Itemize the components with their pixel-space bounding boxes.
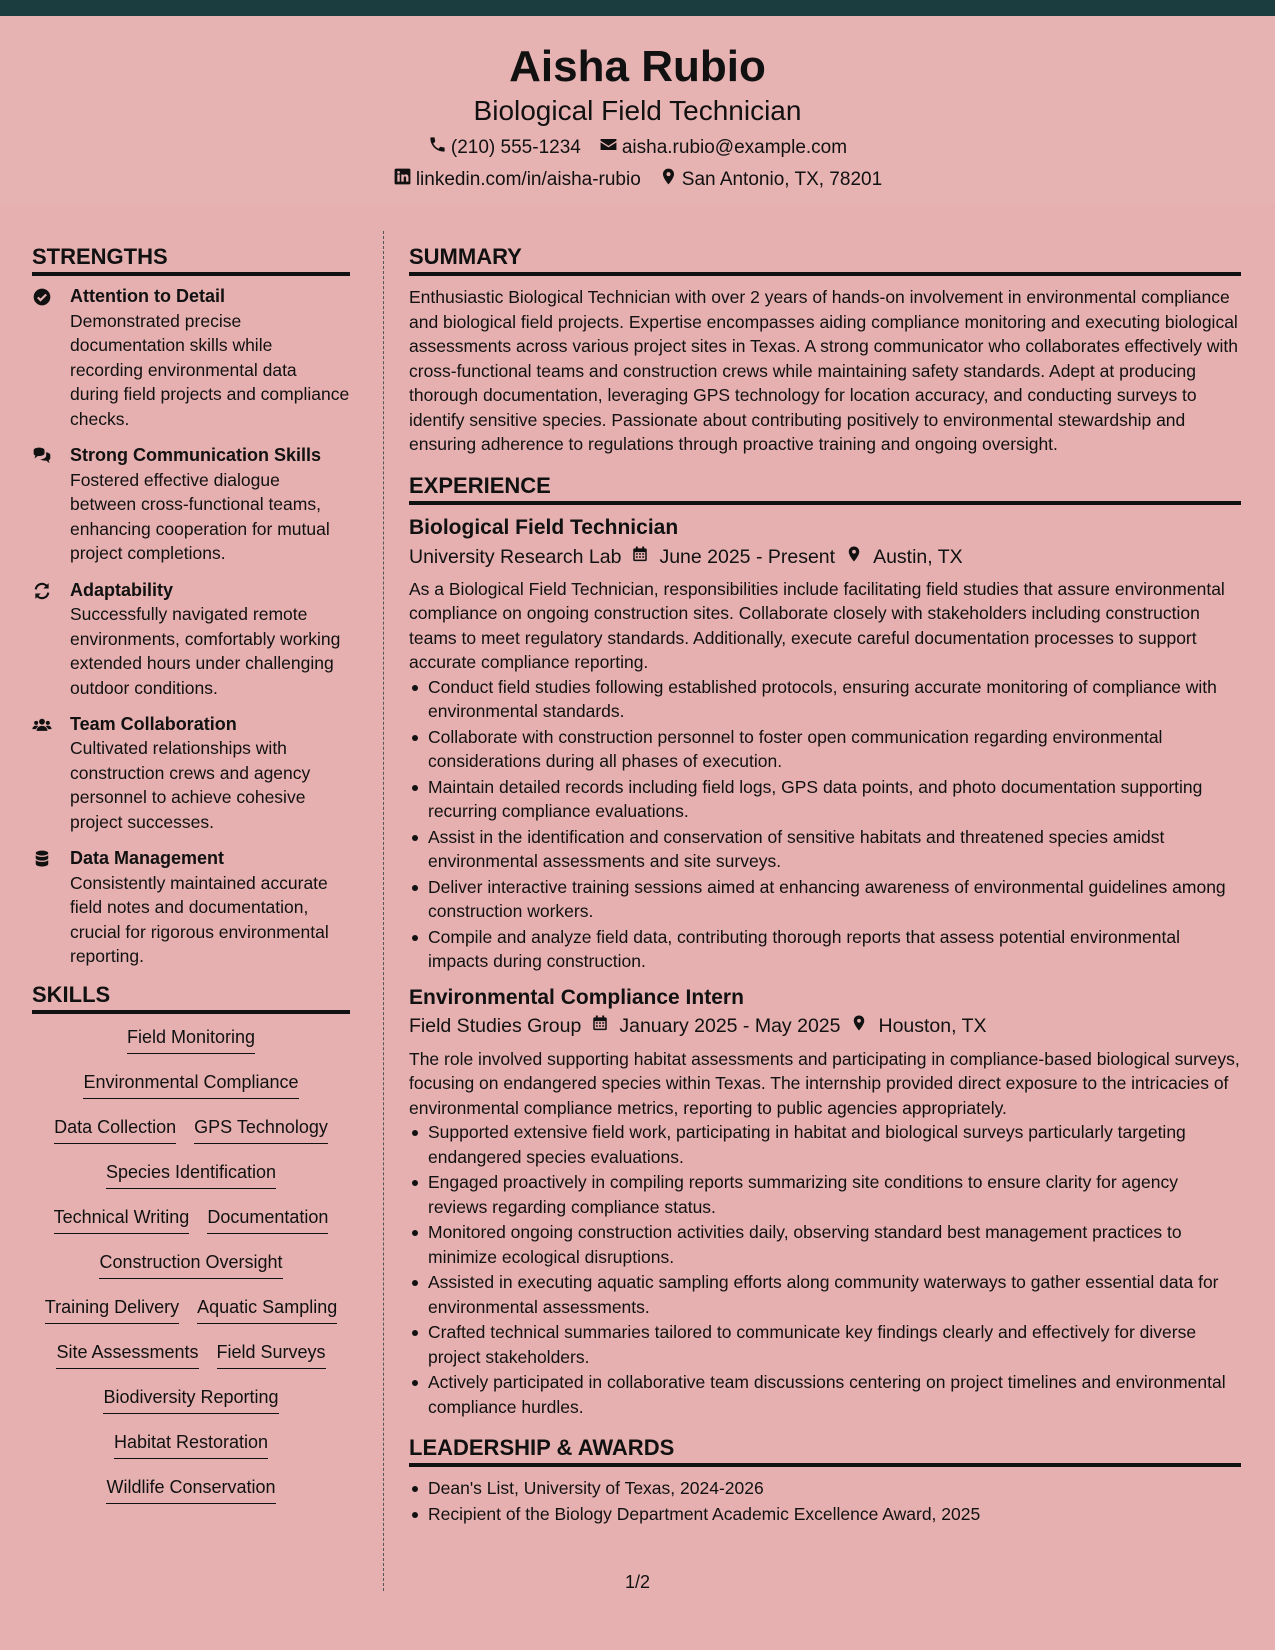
job-meta — [409, 545, 1241, 570]
job-company: University Research Lab — [409, 545, 622, 568]
contact-phone[interactable] — [428, 135, 581, 161]
strength-title: Adaptability — [70, 579, 174, 600]
check-circle-icon — [32, 285, 70, 431]
job-meta — [409, 1014, 1241, 1039]
page-indicator: 1/2 — [624, 1572, 651, 1592]
strength-item — [32, 285, 350, 431]
phone-icon — [428, 135, 447, 161]
strength-title: Strong Communication Skills — [70, 445, 322, 466]
candidate-name: Aisha Rubio — [509, 42, 766, 91]
candidate-title: Biological Field Technician — [473, 95, 802, 126]
job-description: As a Biological Field Technician, responsibilities include facilitating field studies that assure environmental compliance on ongoing construction sites. Collaborate closely with stakeholders including construction teams to meet regulatory standards. Additionally, execute careful documentation processes to support accurate compliance reporting. — [409, 578, 1225, 673]
calendar-icon — [591, 1014, 609, 1039]
summary-heading: SUMMARY — [409, 244, 1241, 276]
list-item: Compile and analyze field data, contributing thorough reports that assess potential environmental impacts during construction. — [409, 925, 1241, 974]
job-bullets — [409, 1120, 1241, 1419]
users-icon — [32, 713, 70, 834]
strength-item — [32, 713, 350, 834]
job-title: Environmental Compliance Intern — [409, 985, 744, 1009]
job-entry — [409, 514, 1241, 974]
contact-linkedin[interactable] — [393, 167, 641, 193]
list-item: Conduct field studies following established protocols, ensuring accurate monitoring of compliance with environmental standards. — [409, 675, 1241, 724]
map-marker-icon — [845, 545, 863, 570]
strength-title: Team Collaboration — [70, 714, 237, 735]
strength-title: Data Management — [70, 848, 225, 869]
strength-description: Consistently maintained accurate field notes and documentation, crucial for rigorous environmental reporting. — [70, 872, 329, 967]
database-icon — [32, 847, 70, 968]
sync-icon — [32, 579, 70, 700]
list-item: Dean's List, University of Texas, 2024-2026 — [409, 1476, 1241, 1501]
contact-row — [0, 135, 1275, 161]
top-accent-bar — [0, 0, 1275, 16]
job-company: Field Studies Group — [409, 1015, 582, 1038]
list-item: Recipient of the Biology Department Academic Excellence Award, 2025 — [409, 1502, 1241, 1527]
list-item: Maintain detailed records including field logs, GPS data points, and photo documentation supporting recurring compliance evaluations. — [409, 775, 1241, 824]
strength-item — [32, 444, 350, 565]
job-location: Austin, TX — [873, 545, 963, 568]
list-item: Engaged proactively in compiling reports summarizing site conditions to ensure clarity for agency reviews regarding compliance status. — [409, 1170, 1241, 1219]
skill-tag: Site Assessments — [56, 1342, 198, 1369]
strength-title: Attention to Detail — [70, 286, 225, 307]
list-item: Assisted in executing aquatic sampling efforts along community waterways to gather essential data for environmental assessments. — [409, 1270, 1241, 1319]
skill-tag: Biodiversity Reporting — [103, 1387, 278, 1414]
skill-tag: Technical Writing — [54, 1207, 190, 1234]
skill-tag: Data Collection — [54, 1117, 176, 1144]
summary-text: Enthusiastic Biological Technician with over 2 years of hands-on involvement in environmental compliance and biological field projects. Expertise encompasses aiding compliance monitoring and executing biological assessments across various project sites in Texas. A strong communicator who collaborates effectively with cross-functional teams and construction crews while maintaining safety standards. Adept at producing thorough documentation, leveraging GPS technology for location accuracy, and conducting surveys to identify sensitive species. Passionate about contributing positively to environmental stewardship and ensuring adherence to regulations through proactive training and ongoing oversight. — [409, 287, 1239, 455]
skill-tag: Wildlife Conservation — [106, 1477, 275, 1504]
skill-tag: Species Identification — [106, 1162, 276, 1189]
strength-item — [32, 847, 350, 968]
strength-description: Successfully navigated remote environments, comfortably working extended hours under challenging outdoor conditions. — [70, 604, 341, 698]
linkedin-text: linkedin.com/in/aisha-rubio — [415, 168, 641, 190]
contact-location — [659, 167, 882, 193]
job-description: The role involved supporting habitat assessments and participating in compliance-based biological surveys, focusing on endangered species within Texas. The internship provided direct exposure to the intricacies of environmental compliance metrics, reporting to public agencies appropriately. — [409, 1048, 1240, 1118]
job-bullets — [409, 675, 1241, 974]
list-item: Supported extensive field work, participating in habitat and biological surveys particularly targeting endangered species evaluations. — [409, 1120, 1241, 1169]
job-dates: January 2025 - May 2025 — [619, 1015, 841, 1038]
list-item: Assist in the identification and conservation of sensitive habitats and threatened species amidst environmental assessments and site surveys. — [409, 825, 1241, 874]
job-title: Biological Field Technician — [409, 516, 679, 540]
job-dates: June 2025 - Present — [659, 545, 836, 568]
leadership-list — [409, 1476, 1241, 1526]
job-location: Houston, TX — [878, 1015, 987, 1038]
location-text: San Antonio, TX, 78201 — [681, 168, 883, 190]
skills-heading: SKILLS — [32, 982, 350, 1014]
skill-tag: Training Delivery — [45, 1297, 179, 1324]
list-item: Actively participated in collaborative team discussions centering on project timelines and environmental compliance hurdles. — [409, 1370, 1241, 1419]
email-text: aisha.rubio@example.com — [621, 136, 848, 158]
list-item: Monitored ongoing construction activities daily, observing standard best management practices to minimize ecological disruptions. — [409, 1220, 1241, 1269]
list-item: Collaborate with construction personnel to foster open communication regarding environmental considerations during all phases of execution. — [409, 725, 1241, 774]
skill-tag: Field Monitoring — [127, 1027, 255, 1054]
phone-text: (210) 555-1234 — [450, 136, 581, 158]
skill-tag: Environmental Compliance — [83, 1072, 298, 1099]
resume-header — [0, 16, 1275, 204]
strength-item — [32, 579, 350, 700]
strengths-heading: STRENGTHS — [32, 244, 350, 276]
map-marker-icon — [659, 167, 678, 193]
job-entry — [409, 984, 1241, 1419]
calendar-icon — [631, 545, 649, 570]
experience-heading: EXPERIENCE — [409, 473, 1241, 505]
right-column — [409, 244, 1241, 1527]
skill-tag: Aquatic Sampling — [197, 1297, 337, 1324]
skill-tag: GPS Technology — [194, 1117, 328, 1144]
list-item: Deliver interactive training sessions aimed at enhancing awareness of environmental guidelines among construction workers. — [409, 875, 1241, 924]
envelope-icon — [599, 135, 618, 161]
skill-tag: Documentation — [207, 1207, 328, 1234]
left-column — [32, 244, 350, 1518]
list-item: Crafted technical summaries tailored to communicate key findings clearly and effectively for diverse project stakeholders. — [409, 1320, 1241, 1369]
skill-tag: Construction Oversight — [99, 1252, 282, 1279]
map-marker-icon — [850, 1014, 868, 1039]
skills-list — [32, 1023, 350, 1518]
comments-icon — [32, 444, 70, 565]
skill-tag: Habitat Restoration — [114, 1432, 268, 1459]
strength-description: Fostered effective dialogue between cross-functional teams, enhancing cooperation for mutual project completions. — [70, 469, 330, 564]
contact-email[interactable] — [599, 135, 847, 161]
strength-description: Cultivated relationships with construction crews and agency personnel to achieve cohesive project successes. — [70, 738, 311, 832]
strength-description: Demonstrated precise documentation skills while recording environmental data during field projects and compliance checks. — [70, 310, 350, 429]
column-divider — [383, 231, 384, 1591]
leadership-heading: LEADERSHIP & AWARDS — [409, 1435, 1241, 1467]
contact-row — [0, 167, 1275, 193]
linkedin-icon — [393, 167, 412, 193]
skill-tag: Field Surveys — [217, 1342, 326, 1369]
